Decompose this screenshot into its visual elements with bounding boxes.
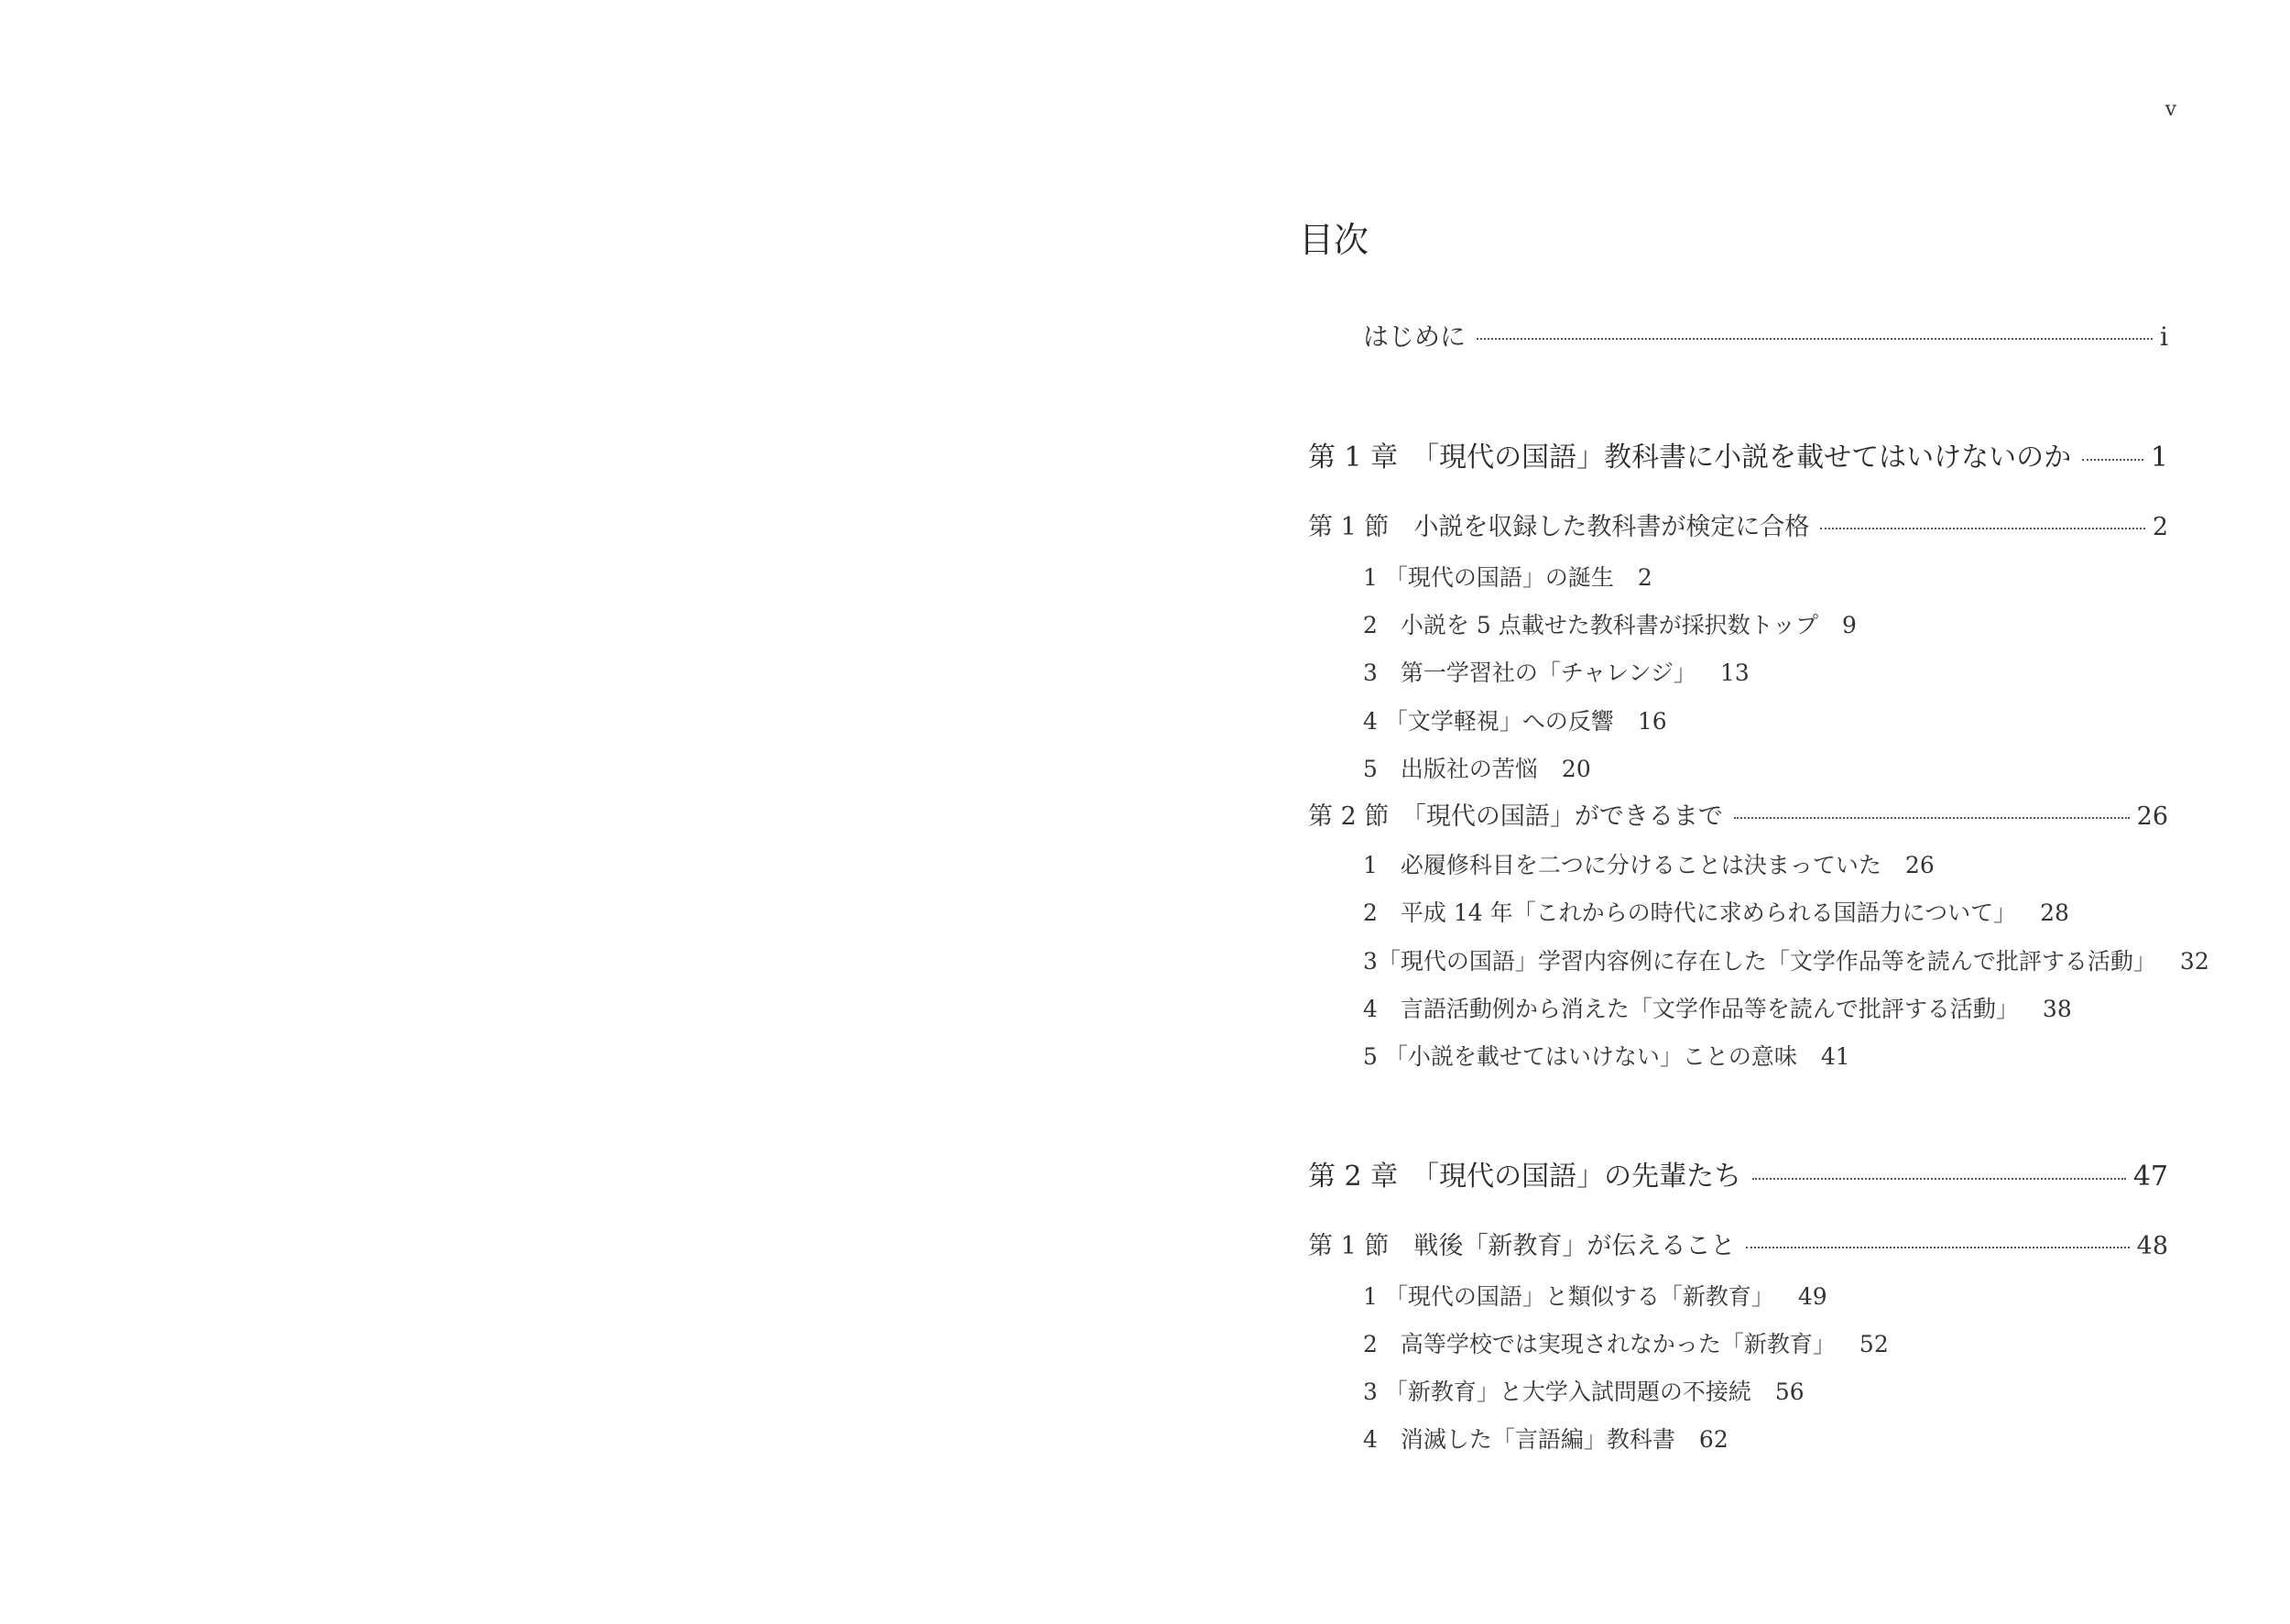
- toc-entry-label: 5 「小説を載せてはいけない」ことの意味: [1363, 1043, 1797, 1070]
- toc-entry-label: 2 高等学校では実現されなかった「新教育」: [1363, 1331, 1836, 1357]
- toc-entry-label: 1 「現代の国語」の誕生: [1363, 564, 1614, 591]
- toc-entry-page: i: [2160, 322, 2168, 352]
- toc-entry-label: 1 必履修科目を二つに分けることは決まっていた: [1363, 852, 1881, 878]
- toc-item-1-2-2[interactable]: [1363, 898, 2069, 929]
- toc-entry-page: 2: [1637, 564, 1652, 591]
- toc-entry-label: 1 「現代の国語」と類似する「新教育」: [1363, 1283, 1774, 1310]
- toc-entry-label: 第 2 節 「現代の国語」ができるまで: [1308, 802, 1723, 831]
- toc-section-2-1[interactable]: [1308, 1230, 2168, 1263]
- toc-entry-page: 2: [2152, 513, 2168, 541]
- toc-entry-page: 28: [2040, 899, 2069, 926]
- toc-entry-page: 9: [1841, 612, 1857, 638]
- dot-leader: [2082, 459, 2143, 461]
- toc-item-2-1-1[interactable]: [1363, 1281, 1827, 1313]
- toc-item-2-1-4[interactable]: [1363, 1424, 1728, 1455]
- toc-entry-page: 41: [1820, 1043, 1850, 1070]
- toc-item-1-2-5[interactable]: [1363, 1041, 1850, 1073]
- toc-item-1-1-2[interactable]: [1363, 610, 1857, 641]
- toc-entry-page: 52: [1859, 1331, 1889, 1357]
- toc-entry-page: 32: [2179, 948, 2209, 975]
- toc-entry-page: 20: [1561, 756, 1591, 782]
- toc-entry-label: 4 消滅した「言語編」教科書: [1363, 1426, 1675, 1453]
- toc-section-1-1[interactable]: [1308, 511, 2168, 544]
- toc-item-1-1-4[interactable]: [1363, 706, 1667, 737]
- dot-leader: [1820, 528, 2144, 529]
- toc-item-1-2-4[interactable]: [1363, 994, 2072, 1025]
- toc-entry-label: 2 平成 14 年「これからの時代に求められる国語力について」: [1363, 899, 2017, 926]
- toc-entry-page: 48: [2136, 1232, 2168, 1260]
- toc-entry-page: 26: [1904, 852, 1935, 878]
- toc-item-1-1-1[interactable]: [1363, 562, 1652, 594]
- toc-entry-label: 3「現代の国語」学習内容例に存在した「文学作品等を読んで批評する活動」: [1363, 948, 2156, 975]
- toc-item-1-1-3[interactable]: [1363, 658, 1750, 689]
- toc-section-1-2[interactable]: [1308, 801, 2168, 834]
- dot-leader: [1477, 338, 2153, 340]
- toc-entry-page: 16: [1637, 708, 1667, 735]
- toc-entry-page: 13: [1719, 659, 1750, 686]
- toc-entry-label: はじめに: [1363, 322, 1467, 352]
- toc-entry-page: 49: [1797, 1283, 1827, 1310]
- toc-title: 目次: [1299, 220, 1369, 260]
- toc-entry-page: 1: [2150, 441, 2168, 474]
- toc-item-1-1-5[interactable]: [1363, 754, 1591, 785]
- toc-entry-label: 4 「文学軽視」への反響: [1363, 708, 1614, 735]
- toc-entry-label: 4 言語活動例から消えた「文学作品等を読んで批評する活動」: [1363, 996, 2019, 1022]
- page-number: v: [2165, 98, 2176, 121]
- toc-entry-label: 2 小説を 5 点載せた教科書が採択数トップ: [1363, 612, 1818, 638]
- toc-entry-page: 47: [2132, 1161, 2168, 1193]
- toc-entry-label: 3 第一学習社の「チャレンジ」: [1363, 659, 1696, 686]
- toc-item-2-1-3[interactable]: [1363, 1377, 1805, 1408]
- toc-entry-page: 62: [1698, 1426, 1728, 1453]
- toc-entry-intro[interactable]: [1363, 320, 2168, 354]
- dot-leader: [1734, 817, 2130, 819]
- toc-entry-page: 56: [1774, 1379, 1805, 1405]
- toc-entry-label: 第 1 節 小説を収録した教科書が検定に合格: [1308, 513, 1810, 541]
- toc-chapter-2[interactable]: [1308, 1159, 2168, 1195]
- toc-item-2-1-2[interactable]: [1363, 1329, 1889, 1360]
- toc-item-1-2-1[interactable]: [1363, 850, 1935, 881]
- dot-leader: [1752, 1178, 2126, 1180]
- toc-chapter-1[interactable]: [1308, 440, 2168, 476]
- dot-leader: [1746, 1247, 2129, 1248]
- toc-entry-page: 38: [2042, 996, 2072, 1022]
- toc-entry-label: 第 1 章 「現代の国語」教科書に小説を載せてはいけないのか: [1308, 441, 2072, 474]
- toc-entry-label: 第 2 章 「現代の国語」の先輩たち: [1308, 1161, 1742, 1193]
- toc-entry-label: 5 出版社の苦悩: [1363, 756, 1538, 782]
- toc-item-1-2-3[interactable]: [1363, 946, 2209, 977]
- toc-entry-label: 第 1 節 戦後「新教育」が伝えること: [1308, 1232, 1736, 1260]
- toc-entry-label: 3 「新教育」と大学入試問題の不接続: [1363, 1379, 1751, 1405]
- toc-entry-page: 26: [2136, 802, 2168, 831]
